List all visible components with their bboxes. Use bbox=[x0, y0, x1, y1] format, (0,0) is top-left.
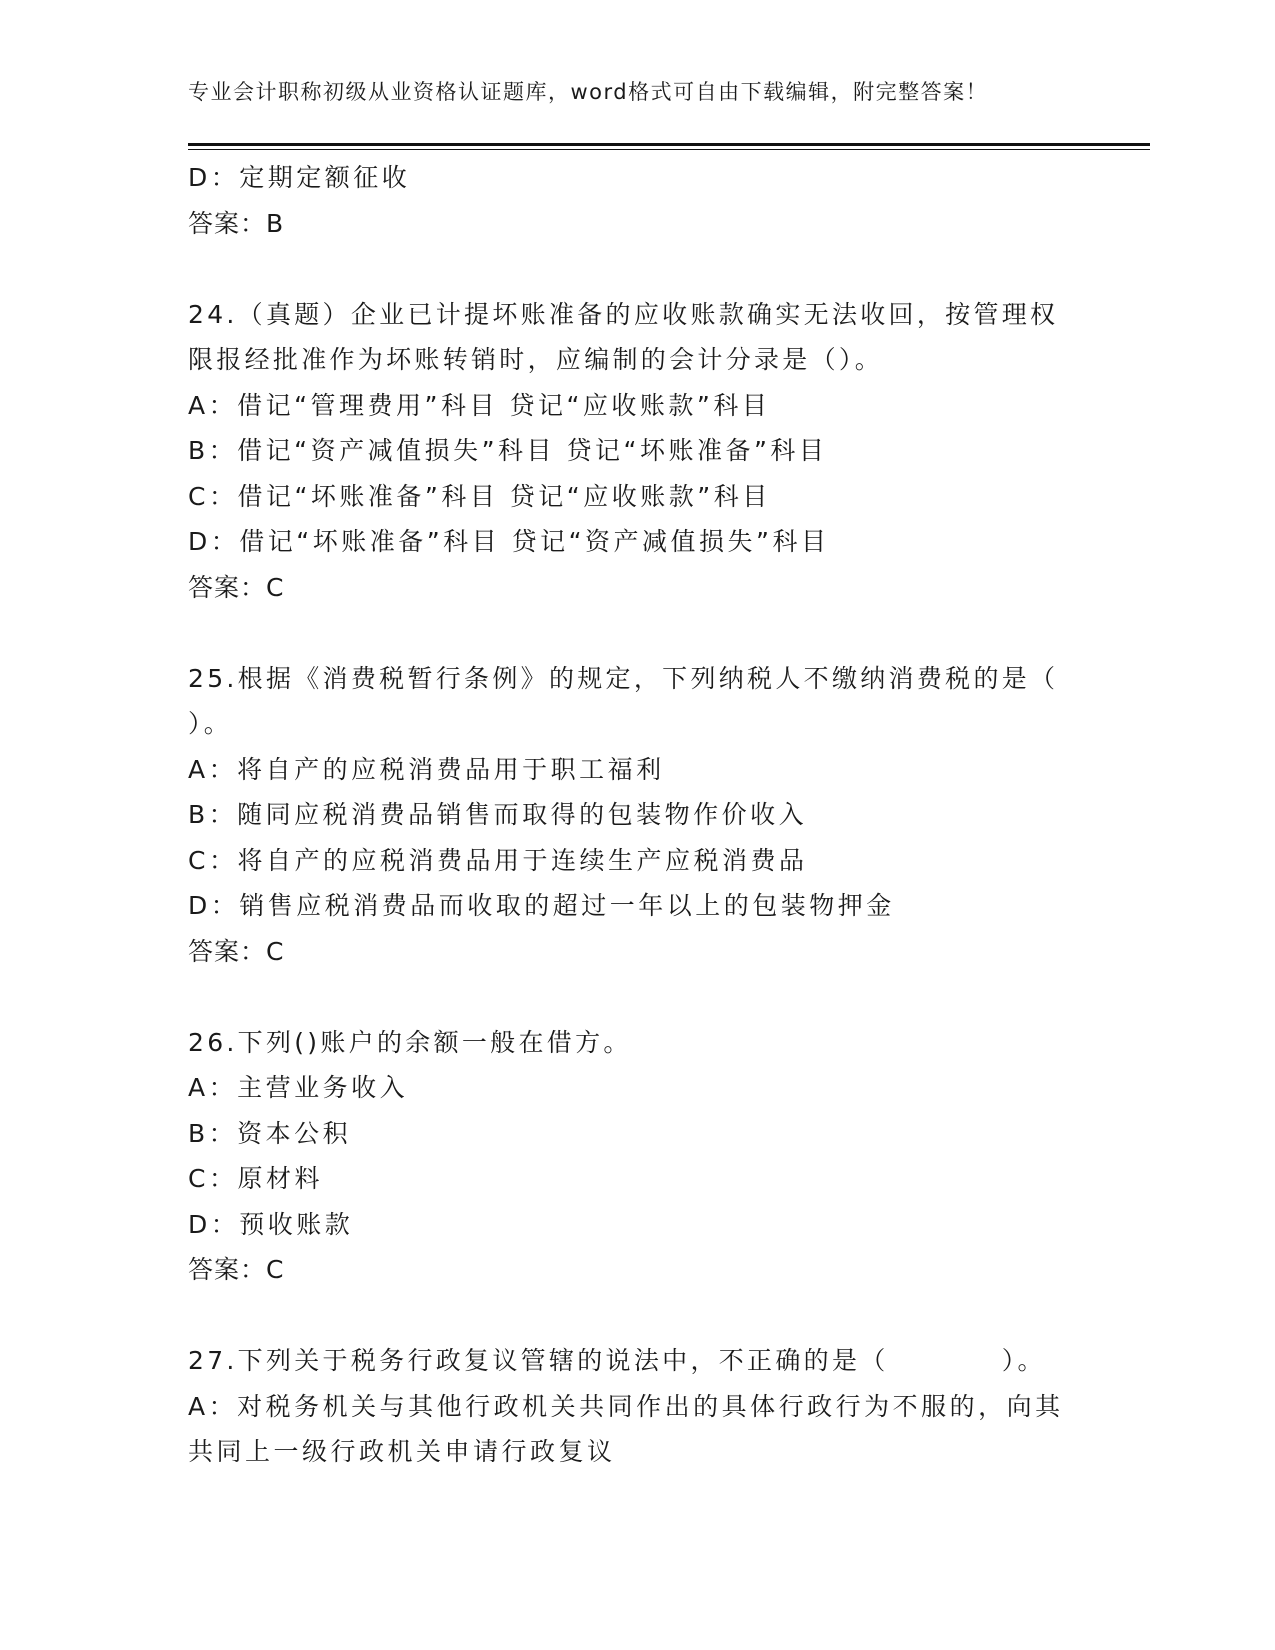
q24-text-line1: 24.（真题）企业已计提坏账准备的应收账款确实无法收回，按管理权 bbox=[188, 299, 1059, 329]
q27-text-line1: 27.下列关于税务行政复议管辖的说法中，不正确的是（ ）。 bbox=[188, 1346, 1046, 1375]
q26-text-line1: 26.下列()账户的余额一般在借方。 bbox=[188, 1027, 632, 1057]
q26-answer: 答案：C bbox=[188, 1255, 285, 1284]
q25-option-d: D：销售应税消费品而收取的超过一年以上的包装物押金 bbox=[188, 891, 895, 920]
q25-answer: 答案：C bbox=[188, 936, 285, 966]
q25-option-b: B：随同应税消费品销售而取得的包装物作价收入 bbox=[188, 800, 808, 829]
q25-text-line1: 25.根据《消费税暂行条例》的规定，下列纳税人不缴纳消费税的是（ bbox=[188, 663, 1059, 693]
q25-text-line2: ）。 bbox=[188, 709, 233, 738]
q24-option-b: B：借记“资产减值损失”科目 贷记“坏账准备”科目 bbox=[188, 436, 828, 465]
q27-option-a-line1: A：对税务机关与其他行政机关共同作出的具体行政行为不服的，向其 bbox=[188, 1391, 1064, 1421]
q24-option-a: A：借记“管理费用”科目 贷记“应收账款”科目 bbox=[188, 390, 771, 420]
header-rule-thin bbox=[188, 149, 1150, 150]
q26-option-a: A：主营业务收入 bbox=[188, 1073, 409, 1102]
q26-option-d: D：预收账款 bbox=[188, 1209, 354, 1239]
prev-option-d: D：定期定额征收 bbox=[188, 163, 411, 192]
question-content bbox=[188, 155, 1068, 1475]
q25-option-a: A：将自产的应税消费品用于职工福利 bbox=[188, 754, 665, 784]
q24-text-line2: 限报经批准作为坏账转销时，应编制的会计分录是（）。 bbox=[188, 345, 884, 374]
q27-option-a-line2: 共同上一级行政机关申请行政复议 bbox=[188, 1437, 616, 1466]
q24-answer: 答案：C bbox=[188, 572, 285, 602]
prev-answer: 答案：B bbox=[188, 208, 285, 238]
q25-option-c: C：将自产的应税消费品用于连续生产应税消费品 bbox=[188, 845, 808, 875]
page-header: 专业会计职称初级从业资格认证题库，word格式可自由下载编辑，附完整答案！ bbox=[188, 80, 989, 104]
q24-option-d: D：借记“坏账准备”科目 贷记“资产减值损失”科目 bbox=[188, 527, 830, 556]
q26-option-c: C：原材料 bbox=[188, 1164, 323, 1193]
q26-option-b: B：资本公积 bbox=[188, 1118, 352, 1148]
header-rule-thick bbox=[188, 143, 1150, 146]
q24-option-c: C：借记“坏账准备”科目 贷记“应收账款”科目 bbox=[188, 481, 771, 511]
